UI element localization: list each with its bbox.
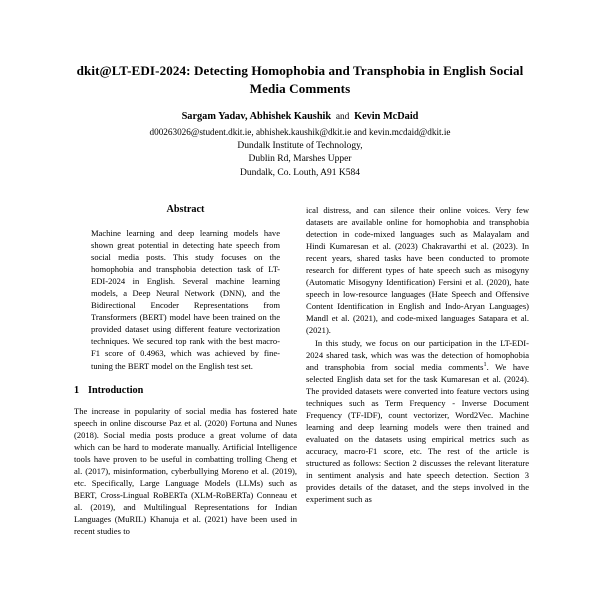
footnote-marker: 1 — [483, 360, 487, 368]
section-number: 1 — [74, 385, 80, 397]
author-list — [0, 110, 600, 124]
author-conjunction: and — [331, 112, 355, 123]
paragraph-2-text-after-footnote: . We have selected English data set for the task Kumaresan et al. (2024). The provided datasets were converted into feature vectors using techniques such as Term Frequency - Inverse Document Frequency (TF-IDF), count vectorizer, Word2Vec. Machine learning and deep learning models were then trained and evaluated on the datasets using empirical metrics such as accuracy, macro-F1 score, etc. The rest of the article is structured as follows: Section 2 discusses the relevant literature in sentiment analysis and hate speech detection. Section 3 provides details of the dataset, and the steps involved in the experiment such as — [306, 361, 529, 505]
page-title: dkit@LT-EDI-2024: Detecting Homophobia and Transphobia in English Social Media Comments — [76, 63, 524, 96]
author-names-primary: Sargam Yadav, Abhishek Kaushik — [181, 111, 332, 123]
body-columns — [0, 204, 600, 600]
right-column-paragraph-2 — [306, 337, 529, 506]
column-right — [306, 204, 529, 600]
section-title: Introduction — [88, 385, 144, 397]
paragraph-2-text-before-footnote: In this study, we focus on our participation in the LT-EDI-2024 shared task, which was was the detection of homophobia and transphobia from social media comments — [306, 337, 529, 372]
abstract-text: Machine learning and deep learning models have shown great potential in detecting hate speech from social media posts. This study focuses on the homophobia and transphobia detection task of LT-EDI-2024 in English. Several machine learning models, a Deep Neural Network (DNN), and the Bidirectional Encoder Representations from Transformers (BERT) model have been trained on the provided dataset using different feature vectorization techniques. We secured top rank with the best macro-F1 score of 0.4963, which was achieved by fine-tuning the BERT model on the English test set. — [91, 228, 280, 371]
author-name-last: Kevin McDaid — [354, 111, 419, 123]
section-heading-introduction — [74, 385, 297, 397]
title-block — [0, 0, 600, 180]
abstract-heading: Abstract — [166, 204, 205, 215]
affiliation-street: Dublin Rd, Marshes Upper — [248, 154, 352, 165]
abstract-block — [91, 227, 280, 372]
introduction-paragraph-1: The increase in popularity of social media has fostered hate speech in online discourse Paz et al. (2020) Fortuna and Nunes (2018). Social media posts produce a great volume of data which can be hard to moderate manually. Artificial Intelligence tools have proven to be useful in combatting trolling Cheng et al. (2017), misinformation, cyberbullying Moreno et al. (2019), etc. Specifically, Large Language Models (LLMs) such as BERT, Cross-Lingual RoBERTa (XLM-RoBERTa) Conneau et al. (2019), and Multilingual Representations for Indian Languages (MuRIL) Khanuja et al. (2021) have been used in recent studies to — [74, 405, 297, 537]
affiliation-institution: Dundalk Institute of Technology, — [237, 140, 363, 151]
author-emails: d00263026@student.dkit.ie, abhishek.kaushik@dkit.ie and kevin.mcdaid@dkit.ie — [149, 127, 451, 138]
affiliation-city: Dundalk, Co. Louth, A91 K584 — [239, 167, 361, 178]
column-left — [74, 204, 297, 600]
right-column-paragraph-continued: ical distress, and can silence their online voices. Very few datasets are available online for homophobia and transphobia detection in code-mixed languages such as Malayalam and Hindi Kumaresan et al. (2023) Chakravarthi et al. (2023). In recent years, shared tasks have been conducted to promote research for different types of hate speech such as misogyny (Automatic Misogyny Identification) Fersini et al. (2020), hate speech in low-resource languages (Hate Speech and Offensive Content Identification in English and Indo-Aryan Languages) Mandl et al. (2021), and code-mixed languages Satapara et al. (2021). — [306, 205, 529, 336]
